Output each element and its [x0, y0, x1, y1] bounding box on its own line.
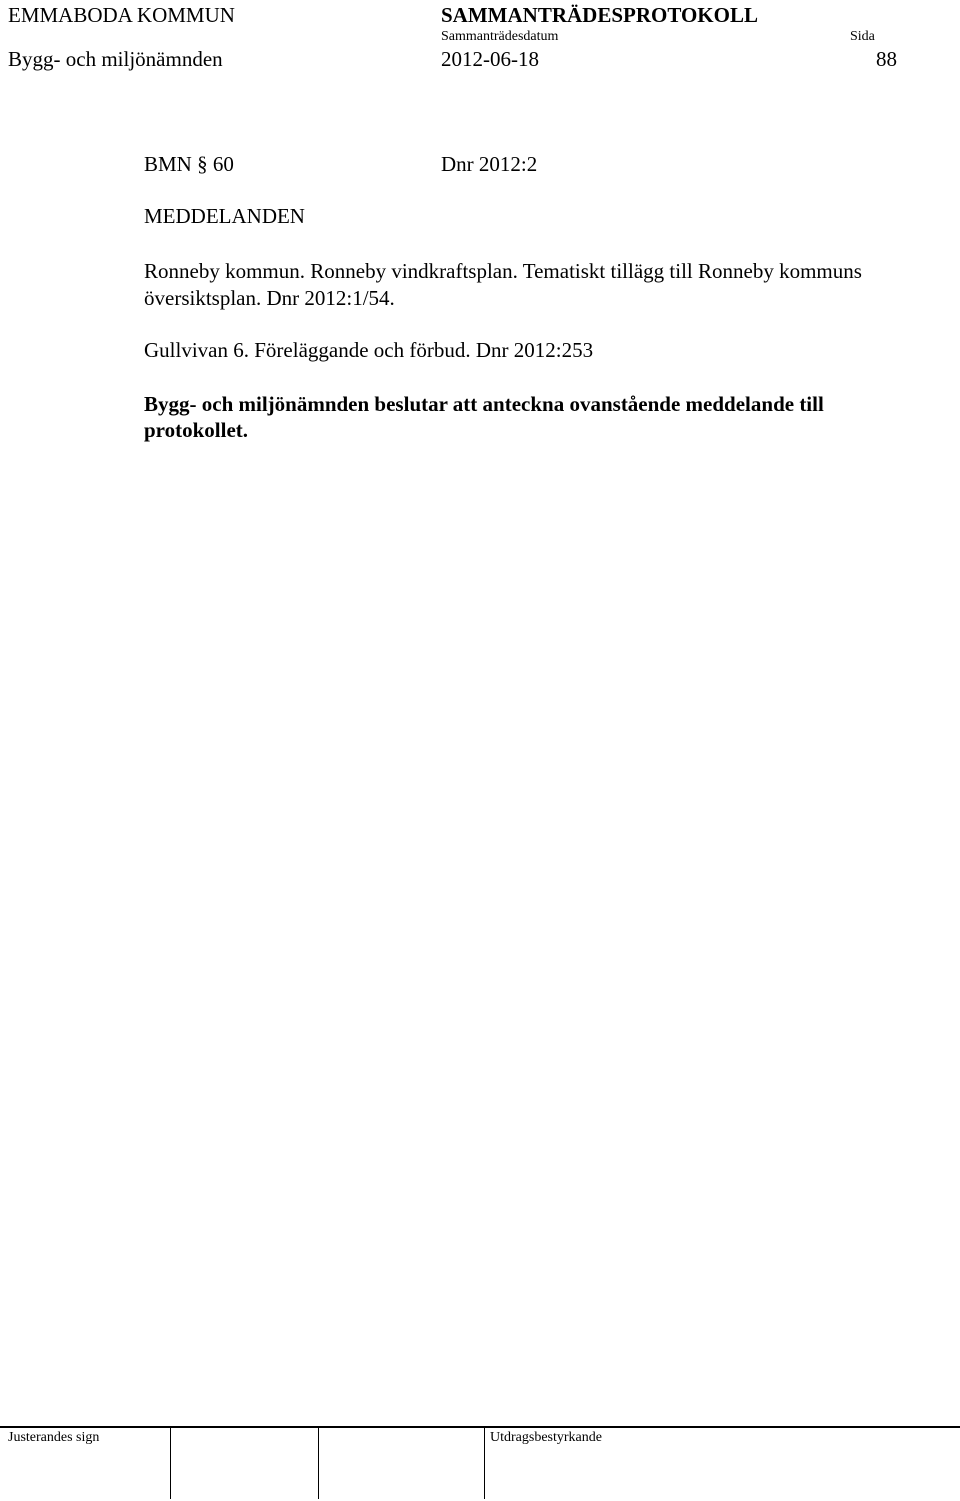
signature-box-divider — [170, 1427, 171, 1499]
case-heading: MEDDELANDEN — [144, 204, 305, 228]
notice-item: Gullvivan 6. Föreläggande och förbud. Dnr 2012:253 — [144, 338, 594, 362]
notice-item: Ronneby kommun. Ronneby vindkraftsplan. Tematiskt tillägg till Ronneby kommuns översiktsplan. Dnr 2012:1/54. — [144, 259, 862, 310]
case-dnr: Dnr 2012:2 — [441, 152, 538, 176]
page-label: Sida — [850, 29, 875, 44]
organization-name: EMMABODA KOMMUN — [8, 3, 235, 27]
footer-divider — [0, 1426, 960, 1428]
meeting-date-label: Sammanträdesdatum — [441, 29, 559, 44]
meeting-date: 2012-06-18 — [441, 47, 539, 71]
extract-certification-label: Utdragsbestyrkande — [490, 1430, 602, 1445]
signature-label: Justerandes sign — [8, 1430, 100, 1445]
board-name: Bygg- och miljönämnden — [8, 47, 223, 71]
document-type-title: SAMMANTRÄDESPROTOKOLL — [441, 3, 758, 27]
decision-text: Bygg- och miljönämnden beslutar att anteckna ovanstående meddelande till protokollet. — [144, 392, 824, 442]
signature-box-divider — [484, 1427, 485, 1499]
case-reference: BMN § 60 — [144, 152, 234, 176]
signature-box-divider — [318, 1427, 319, 1499]
page-number: 88 — [876, 47, 897, 71]
